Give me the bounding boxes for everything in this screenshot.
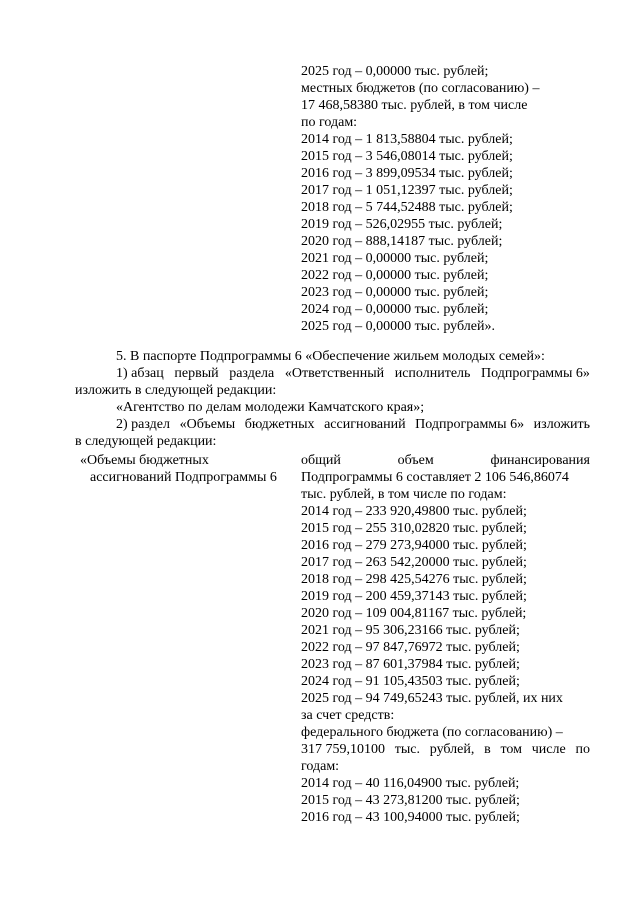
- paragraph-1-line-1: [116, 365, 590, 382]
- word: Подпрограммы 6»: [481, 366, 590, 381]
- table-right-line: 2014 год – 40 116,04900 тыс. рублей;: [301, 776, 520, 791]
- top-line-3: по годам:: [301, 115, 358, 130]
- top-line-6: 2016 год – 3 899,09534 тыс. рублей;: [301, 166, 513, 181]
- top-line-2: 17 468,58380 тыс. рублей, в том числе: [301, 98, 528, 113]
- table-right-line: годам:: [301, 759, 340, 774]
- table-right-line-federal: [301, 741, 590, 758]
- table-left-line-2: ассигнований Подпрограммы 6: [90, 470, 277, 485]
- word: по: [575, 742, 590, 757]
- word: общий: [301, 453, 341, 468]
- table-right-line: 2022 год – 97 847,76972 тыс. рублей;: [301, 640, 520, 655]
- top-line-1: местных бюджетов (по согласованию) –: [301, 81, 540, 96]
- word: первый: [174, 366, 219, 381]
- top-line-7: 2017 год – 1 051,12397 тыс. рублей;: [301, 183, 513, 198]
- table-right-line: 2023 год – 87 601,37984 тыс. рублей;: [301, 657, 520, 672]
- word: 317 759,10100: [301, 742, 385, 757]
- table-right-line: 2014 год – 233 920,49800 тыс. рублей;: [301, 504, 527, 519]
- top-line-10: 2020 год – 888,14187 тыс. рублей;: [301, 234, 503, 249]
- table-right-line: 2017 год – 263 542,20000 тыс. рублей;: [301, 555, 527, 570]
- word: финансирования: [490, 453, 590, 468]
- word: «Объемы: [179, 417, 236, 432]
- table-right-line: 2015 год – 255 310,02820 тыс. рублей;: [301, 521, 527, 536]
- top-line-9: 2019 год – 526,02955 тыс. рублей;: [301, 217, 503, 232]
- table-right-line: 2021 год – 95 306,23166 тыс. рублей;: [301, 623, 520, 638]
- table-right-line-1: [301, 452, 590, 469]
- table-right-line: федерального бюджета (по согласованию) –: [301, 725, 563, 740]
- top-line-13: 2023 год – 0,00000 тыс. рублей;: [301, 285, 489, 300]
- word: 2) раздел: [116, 417, 170, 432]
- paragraph-5: 5. В паспорте Подпрограммы 6 «Обеспечение жильем молодых семей»:: [116, 349, 545, 364]
- table-right-line: за счет средств:: [301, 708, 395, 723]
- word: в: [484, 742, 491, 757]
- table-right-line: 2016 год – 279 273,94000 тыс. рублей;: [301, 538, 527, 553]
- word: числе: [531, 742, 566, 757]
- word: раздела: [229, 366, 275, 381]
- top-line-12: 2022 год – 0,00000 тыс. рублей;: [301, 268, 489, 283]
- word: рублей,: [429, 742, 475, 757]
- word: 1) абзац: [116, 366, 164, 381]
- word: объем: [397, 453, 434, 468]
- paragraph-2-line-1: [116, 416, 590, 433]
- top-line-5: 2015 год – 3 546,08014 тыс. рублей;: [301, 149, 513, 164]
- word: том: [500, 742, 523, 757]
- word: исполнитель: [394, 366, 471, 381]
- word: «Ответственный: [284, 366, 385, 381]
- table-right-line: 2019 год – 200 459,37143 тыс. рублей;: [301, 589, 527, 604]
- table-right-line: 2024 год – 91 105,43503 тыс. рублей;: [301, 674, 520, 689]
- top-line-15: 2025 год – 0,00000 тыс. рублей».: [301, 319, 495, 334]
- table-right-line: 2025 год – 94 749,65243 тыс. рублей, их них: [301, 691, 563, 706]
- table-right-line: 2020 год – 109 004,81167 тыс. рублей;: [301, 606, 527, 621]
- table-right-line: 2018 год – 298 425,54276 тыс. рублей;: [301, 572, 527, 587]
- word: изложить: [533, 417, 590, 432]
- word: тыс.: [394, 742, 420, 757]
- table-right-line: 2016 год – 43 100,94000 тыс. рублей;: [301, 810, 520, 825]
- paragraph-1-line-2: изложить в следующей редакции:: [75, 383, 277, 398]
- word: Подпрограммы 6»: [415, 417, 525, 432]
- table-right-line: тыс. рублей, в том числе по годам:: [301, 487, 507, 502]
- table-left-line-1: «Объемы бюджетных: [80, 453, 209, 468]
- top-line-11: 2021 год – 0,00000 тыс. рублей;: [301, 251, 489, 266]
- agency-paragraph: «Агентство по делам молодежи Камчатского края»;: [116, 400, 425, 415]
- paragraph-2-line-2: в следующей редакции:: [75, 434, 217, 449]
- word: ассигнований: [324, 417, 406, 432]
- top-line-8: 2018 год – 5 744,52488 тыс. рублей;: [301, 200, 513, 215]
- top-line-14: 2024 год – 0,00000 тыс. рублей;: [301, 302, 489, 317]
- top-line-0: 2025 год – 0,00000 тыс. рублей;: [301, 64, 489, 79]
- word: бюджетных: [244, 417, 315, 432]
- top-line-4: 2014 год – 1 813,58804 тыс. рублей;: [301, 132, 513, 147]
- table-right-line-2: Подпрограммы 6 составляет 2 106 546,86074: [301, 470, 569, 485]
- table-right-line: 2015 год – 43 273,81200 тыс. рублей;: [301, 793, 520, 808]
